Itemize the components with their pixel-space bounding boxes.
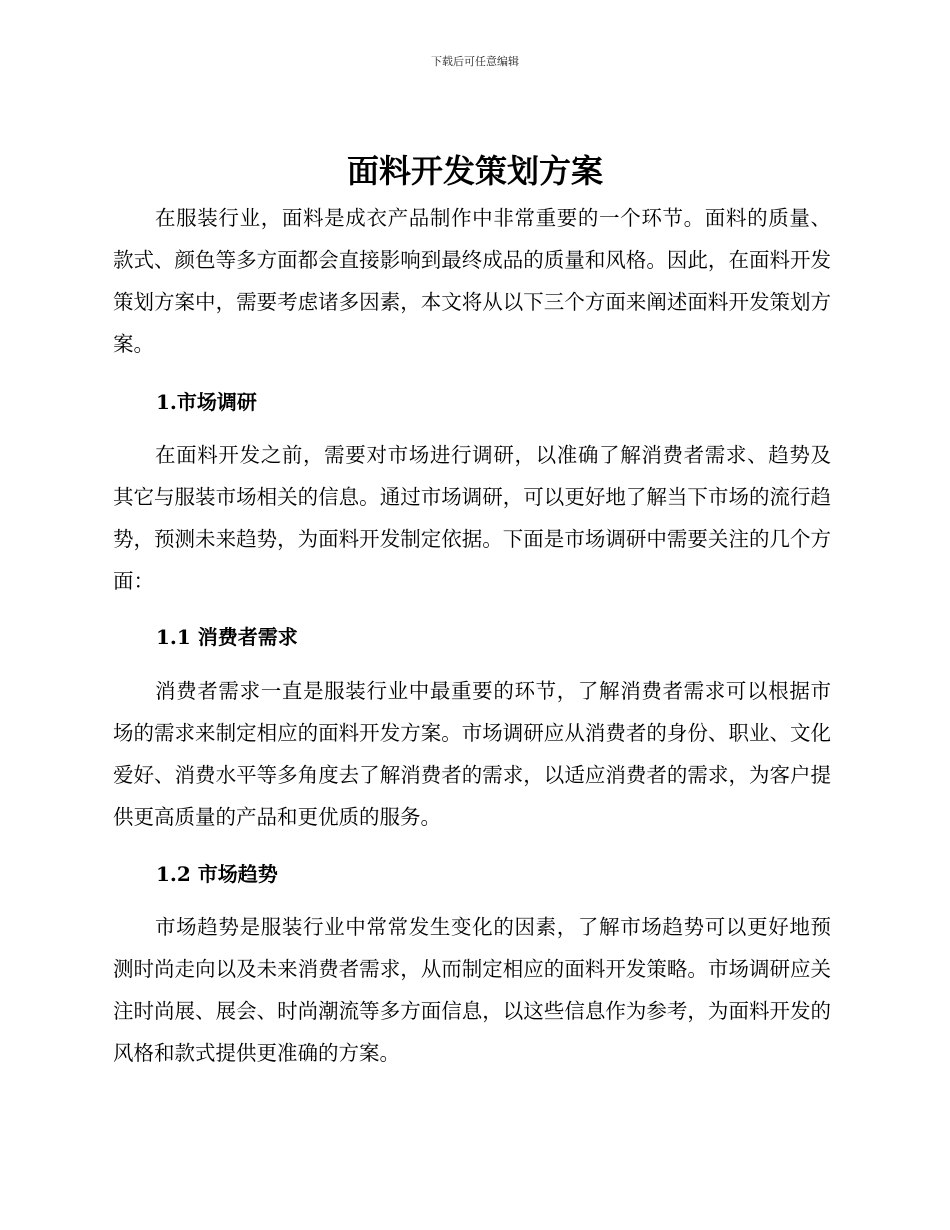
intro-paragraph: 在服装行业，面料是成衣产品制作中非常重要的一个环节。面料的质量、款式、颜色等多方面都会直接影响到最终成品的质量和风格。因此，在面料开发策划方案中，需要考虑诸多因素，本文将从以下三个方面来阐述面料开发策划方案。 — [113, 206, 831, 356]
document-title: 面料开发策划方案 — [346, 152, 603, 190]
section-heading-market-trend: 1.2 市场趋势 — [156, 862, 278, 886]
section-heading-consumer-demand: 1.1 消费者需求 — [156, 625, 298, 649]
section-paragraph-market-research: 在面料开发之前，需要对市场进行调研，以准确了解消费者需求、趋势及其它与服装市场相关的信息。通过市场调研，可以更好地了解当下市场的流行趋势，预测未来趋势，为面料开发制定依据。下面是市场调研中需要关注的几个方面： — [113, 443, 831, 593]
section-paragraph-market-trend: 市场趋势是服装行业中常常发生变化的因素，了解市场趋势可以更好地预测时尚走向以及未来消费者需求，从而制定相应的面料开发策略。市场调研应关注时尚展、展会、时尚潮流等多方面信息，以这些信息作为参考，为面料开发的风格和款式提供更准确的方案。 — [113, 915, 831, 1065]
section-paragraph-consumer-demand: 消费者需求一直是服装行业中最重要的环节，了解消费者需求可以根据市场的需求来制定相应的面料开发方案。市场调研应从消费者的身份、职业、文化爱好、消费水平等多角度去了解消费者的需求，以适应消费者的需求，为客户提供更高质量的产品和更优质的服务。 — [113, 679, 831, 829]
header-note: 下载后可任意编辑 — [431, 55, 519, 68]
section-heading-market-research: 1.市场调研 — [156, 390, 257, 414]
